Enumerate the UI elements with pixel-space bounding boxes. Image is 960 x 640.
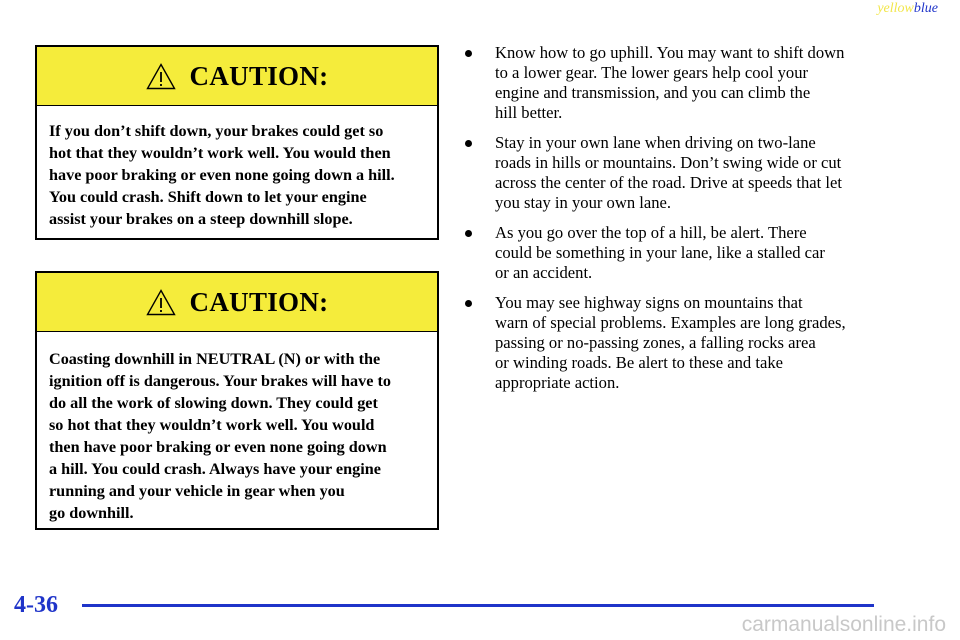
header-blue-text: blue	[913, 1, 938, 16]
footer-rule	[82, 604, 874, 607]
bullet-line: warn of special problems. Examples are long grades,	[495, 313, 846, 332]
bullet-line: Stay in your own lane when driving on two‑lane	[495, 133, 816, 152]
caution-line: assist your brakes on a steep downhill slope.	[49, 210, 353, 228]
bullet-line: roads in hills or mountains. Don’t swing wide or cut	[495, 153, 842, 172]
bullet-item	[462, 43, 932, 123]
bullet-line: or an accident.	[495, 263, 593, 282]
bullet-item	[462, 293, 932, 393]
bullet-line: across the center of the road. Drive at speeds that let	[495, 173, 842, 192]
bullet-line: Know how to go uphill. You may want to shift down	[495, 43, 845, 62]
caution-line: go downhill.	[49, 504, 134, 522]
caution-line: a hill. You could crash. Always have your engine	[49, 460, 381, 478]
caution-header	[37, 47, 437, 106]
caution-line: hot that they wouldn’t work well. You would then	[49, 144, 391, 162]
page-number: 4-36	[14, 592, 58, 618]
caution-title: CAUTION:	[189, 286, 329, 317]
bullet-line: hill better.	[495, 103, 563, 122]
caution-line: then have poor braking or even none going down	[49, 438, 387, 456]
bullet-line: to a lower gear. The lower gears help cool your	[495, 63, 809, 82]
bullet-item	[462, 133, 932, 213]
caution-line: do all the work of slowing down. They could get	[49, 394, 378, 412]
caution-line: ignition off is dangerous. Your brakes will have to	[49, 372, 391, 390]
caution-line: If you don’t shift down, your brakes could get so	[49, 122, 384, 140]
bullet-line: appropriate action.	[495, 373, 620, 392]
bullet-line: you stay in your own lane.	[495, 193, 672, 212]
caution-line: have poor braking or even none going down a hill.	[49, 166, 395, 184]
bullet-dot-icon	[465, 300, 472, 307]
caution-line: You could crash. Shift down to let your engine	[49, 188, 367, 206]
warning-triangle-icon	[146, 63, 176, 90]
caution-line: running and your vehicle in gear when you	[49, 482, 345, 500]
bullet-line: or winding roads. Be alert to these and take	[495, 353, 784, 372]
bullet-line: could be something in your lane, like a stalled car	[495, 243, 825, 262]
bullet-line: You may see highway signs on mountains that	[495, 293, 803, 312]
caution-line: Coasting downhill in NEUTRAL (N) or with the	[49, 350, 381, 368]
header-yellow-text: yellow	[877, 1, 914, 16]
caution-box-1	[35, 45, 439, 240]
bullet-dot-icon	[465, 230, 472, 237]
bullet-list	[462, 43, 932, 403]
caution-title: CAUTION:	[189, 60, 329, 91]
caution-box-2	[35, 271, 439, 530]
bullet-item	[462, 223, 932, 283]
caution-text	[37, 332, 437, 524]
bullet-line: passing or no‑passing zones, a falling rocks area	[495, 333, 816, 352]
watermark: carmanualsonline.info	[741, 613, 946, 636]
bullet-dot-icon	[465, 140, 472, 147]
caution-line: so hot that they wouldn’t work well. You would	[49, 416, 375, 434]
caution-header	[37, 273, 437, 332]
bullet-line: engine and transmission, and you can climb the	[495, 83, 811, 102]
bullet-line: As you go over the top of a hill, be alert. There	[495, 223, 807, 242]
warning-triangle-icon	[146, 289, 176, 316]
bullet-dot-icon	[465, 50, 472, 57]
page-header-tag	[877, 1, 938, 17]
caution-text	[37, 106, 437, 230]
